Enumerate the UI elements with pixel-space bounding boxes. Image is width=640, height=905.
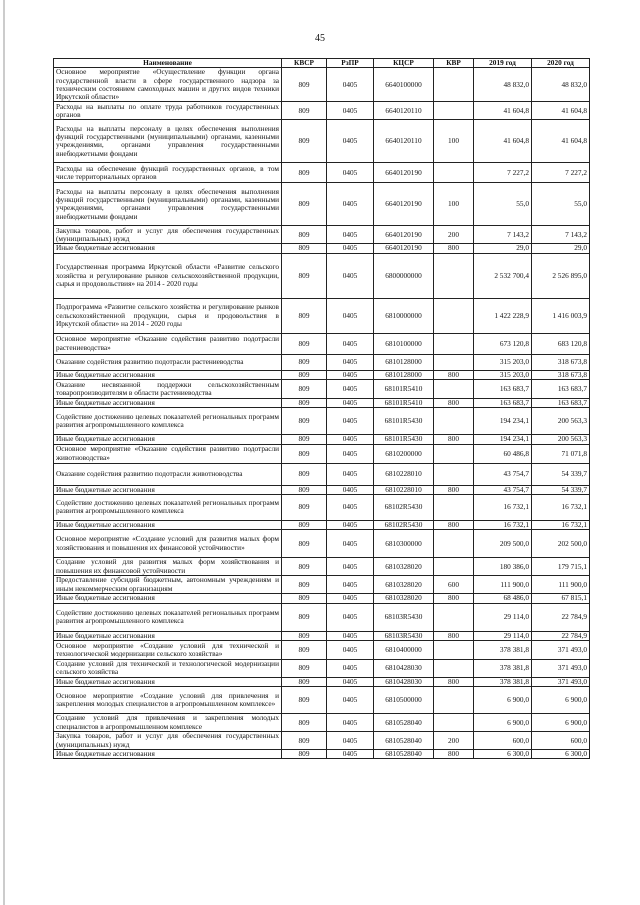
cell-2019: 16 732,1 [474,494,532,520]
cell-kvr [434,380,474,399]
cell-rzpr: 0405 [327,659,374,677]
cell-rzpr: 0405 [327,687,374,714]
cell-2019: 29 114,0 [474,603,532,631]
table-row [54,68,590,102]
cell-kvr [434,603,474,631]
table-row [54,399,590,408]
cell-kcsr: 68102R5430 [374,494,434,520]
cell-2019: 16 732,1 [474,520,532,529]
cell-kcsr: 6640120110 [374,120,434,163]
cell-kvr [434,687,474,714]
cell-kvr [434,163,474,183]
cell-kvsr: 809 [282,631,327,640]
cell-2019: 209 500,0 [474,530,532,558]
cell-rzpr: 0405 [327,102,374,120]
cell-2019: 194 234,1 [474,408,532,435]
cell-2020: 7 143,2 [532,226,590,244]
cell-name: Иные бюджетные ассигнования [54,244,282,253]
cell-kvr [434,714,474,732]
cell-kvsr: 809 [282,494,327,520]
cell-kvsr: 809 [282,68,327,102]
cell-2019: 6 300,0 [474,750,532,759]
table-row [54,102,590,120]
cell-name: Иные бюджетные ассигнования [54,520,282,529]
cell-rzpr: 0405 [327,463,374,485]
cell-name: Иные бюджетные ассигнования [54,399,282,408]
cell-rzpr: 0405 [327,485,374,494]
cell-rzpr: 0405 [327,677,374,686]
header-kvr: КВР [434,59,474,68]
cell-kvr: 600 [434,576,474,594]
cell-2020: 163 683,7 [532,399,590,408]
cell-kcsr: 68102R5430 [374,520,434,529]
cell-name: Расходы на выплаты персоналу в целях обеспечения выполнения функций государственными (муниципальными) органами, казенными учреждениями, органами управления государственными внебюджетными фондами [54,183,282,226]
cell-kvsr: 809 [282,520,327,529]
cell-kvr: 200 [434,226,474,244]
cell-name: Расходы на выплаты по оплате труда работников государственных органов [54,102,282,120]
table-body [54,68,590,759]
cell-kvr [434,444,474,463]
cell-kvr [434,640,474,659]
cell-2019: 41 604,8 [474,120,532,163]
cell-kvr: 800 [434,244,474,253]
cell-2020: 318 673,8 [532,370,590,379]
cell-2019: 315 203,0 [474,370,532,379]
cell-rzpr: 0405 [327,244,374,253]
cell-kvsr: 809 [282,640,327,659]
cell-rzpr: 0405 [327,380,374,399]
cell-2019: 180 386,0 [474,558,532,576]
cell-2019: 6 900,0 [474,687,532,714]
cell-kcsr: 6810228010 [374,485,434,494]
cell-2019: 315 203,0 [474,354,532,370]
cell-2019: 29,0 [474,244,532,253]
cell-kcsr: 6810128000 [374,354,434,370]
cell-name: Иные бюджетные ассигнования [54,750,282,759]
cell-kcsr: 68101R5410 [374,380,434,399]
cell-name: Основное мероприятие «Осуществление функции органа государственной власти в сфере государственного надзора за техническим состоянием самоходных машин и других видов техники Иркутской области» [54,68,282,102]
table-row [54,298,590,333]
cell-2020: 29,0 [532,244,590,253]
cell-rzpr: 0405 [327,732,374,750]
cell-2020: 6 900,0 [532,687,590,714]
scan-margin [3,0,5,905]
cell-2020: 6 900,0 [532,714,590,732]
cell-kcsr: 6810528040 [374,732,434,750]
table-row [54,463,590,485]
cell-rzpr: 0405 [327,603,374,631]
cell-kvsr: 809 [282,659,327,677]
cell-name: Основное мероприятие «Создание условий для технической и технологической модернизации сельского хозяйства» [54,640,282,659]
cell-name: Основное мероприятие «Оказание содействия развитию подотрасли растениеводства» [54,333,282,354]
cell-kvr: 800 [434,399,474,408]
table-row [54,244,590,253]
cell-rzpr: 0405 [327,354,374,370]
cell-2020: 200 563,3 [532,408,590,435]
cell-kvsr: 809 [282,183,327,226]
table-row [54,485,590,494]
cell-kcsr: 68101R5410 [374,399,434,408]
cell-2019: 1 422 228,9 [474,298,532,333]
table-row [54,520,590,529]
cell-name: Оказание несвязанной поддержки сельскохозяйственным товаропроизводителям в области растениеводства [54,380,282,399]
cell-kvsr: 809 [282,333,327,354]
cell-kvsr: 809 [282,226,327,244]
table-row [54,631,590,640]
cell-2020: 202 500,0 [532,530,590,558]
cell-rzpr: 0405 [327,298,374,333]
cell-name: Иные бюджетные ассигнования [54,677,282,686]
cell-kvsr: 809 [282,687,327,714]
table-row [54,576,590,594]
cell-2020: 600,0 [532,732,590,750]
cell-kvsr: 809 [282,603,327,631]
cell-kvr: 800 [434,750,474,759]
cell-2020: 41 604,8 [532,120,590,163]
header-2019: 2019 год [474,59,532,68]
cell-kcsr: 6810200000 [374,444,434,463]
table-row [54,714,590,732]
cell-2019: 7 143,2 [474,226,532,244]
table-row [54,594,590,603]
cell-2019: 163 683,7 [474,380,532,399]
table-row [54,380,590,399]
cell-name: Расходы на обеспечение функций государственных органов, в том числе территориальных органов [54,163,282,183]
cell-rzpr: 0405 [327,714,374,732]
cell-rzpr: 0405 [327,520,374,529]
cell-kcsr: 6810400000 [374,640,434,659]
cell-2020: 71 071,8 [532,444,590,463]
cell-rzpr: 0405 [327,640,374,659]
cell-kvr [434,463,474,485]
cell-2019: 194 234,1 [474,435,532,444]
cell-kvr: 800 [434,520,474,529]
cell-kvsr: 809 [282,677,327,686]
table-row [54,444,590,463]
table-row [54,732,590,750]
cell-2020: 54 339,7 [532,485,590,494]
cell-kcsr: 6640100000 [374,68,434,102]
table-row [54,558,590,576]
cell-kcsr: 6640120190 [374,163,434,183]
cell-kcsr: 6640120110 [374,102,434,120]
cell-kcsr: 6810528040 [374,714,434,732]
table-row [54,163,590,183]
cell-2020: 16 732,1 [532,520,590,529]
cell-kvsr: 809 [282,463,327,485]
table-row [54,530,590,558]
table-row [54,253,590,298]
table-row [54,408,590,435]
cell-kvr [434,530,474,558]
header-kcsr: КЦСР [374,59,434,68]
cell-kvr: 800 [434,631,474,640]
cell-kvsr: 809 [282,530,327,558]
cell-kvsr: 809 [282,354,327,370]
cell-rzpr: 0405 [327,183,374,226]
cell-kvsr: 809 [282,253,327,298]
cell-rzpr: 0405 [327,120,374,163]
cell-2020: 2 526 895,0 [532,253,590,298]
cell-rzpr: 0405 [327,750,374,759]
cell-name: Создание условий для развития малых форм хозяйствования и повышения их финансовой устойчивости [54,558,282,576]
cell-rzpr: 0405 [327,333,374,354]
cell-rzpr: 0405 [327,253,374,298]
cell-kvsr: 809 [282,732,327,750]
cell-name: Подпрограмма «Развитие сельского хозяйства и регулирование рынков сельскохозяйственной продукции, сырья и продовольствия в Иркутской области» на 2014 - 2020 годы [54,298,282,333]
cell-rzpr: 0405 [327,444,374,463]
cell-kvr: 100 [434,120,474,163]
cell-kvr [434,102,474,120]
cell-2020: 683 120,8 [532,333,590,354]
cell-rzpr: 0405 [327,494,374,520]
cell-kvr: 100 [434,183,474,226]
cell-2019: 600,0 [474,732,532,750]
cell-kvsr: 809 [282,594,327,603]
cell-2020: 371 493,0 [532,659,590,677]
cell-rzpr: 0405 [327,631,374,640]
table-row [54,640,590,659]
cell-2020: 179 715,1 [532,558,590,576]
cell-2020: 67 815,1 [532,594,590,603]
cell-2019: 163 683,7 [474,399,532,408]
cell-name: Основное мероприятие «Создание условий для развития малых форм хозяйствования и повышения их финансовой устойчивости» [54,530,282,558]
cell-kcsr: 6640120190 [374,244,434,253]
cell-name: Иные бюджетные ассигнования [54,594,282,603]
cell-name: Создание условий для технической и технологической модернизации сельского хозяйства [54,659,282,677]
cell-2019: 7 227,2 [474,163,532,183]
cell-rzpr: 0405 [327,68,374,102]
cell-kcsr: 6800000000 [374,253,434,298]
cell-rzpr: 0405 [327,576,374,594]
cell-kvr: 200 [434,732,474,750]
cell-kcsr: 6810128000 [374,370,434,379]
cell-name: Содействие достижению целевых показателей региональных программ развития агропромышленного комплекса [54,494,282,520]
cell-kvr: 800 [434,485,474,494]
cell-rzpr: 0405 [327,163,374,183]
cell-kcsr: 6810428030 [374,677,434,686]
cell-2020: 371 493,0 [532,640,590,659]
page-number: 45 [315,33,325,44]
cell-name: Основное мероприятие «Создание условий для привлечения и закрепления молодых специалистов в агропромышленном комплексе» [54,687,282,714]
cell-kcsr: 6810328020 [374,558,434,576]
cell-name: Закупка товаров, работ и услуг для обеспечения государственных (муниципальных) нужд [54,226,282,244]
table-row [54,183,590,226]
cell-2020: 1 416 003,9 [532,298,590,333]
cell-2019: 378 381,8 [474,677,532,686]
cell-name: Оказание содействия развитию подотрасли растениеводства [54,354,282,370]
cell-name: Содействие достижению целевых показателей региональных программ развития агропромышленного комплекса [54,408,282,435]
cell-kvsr: 809 [282,380,327,399]
cell-kvr [434,659,474,677]
cell-rzpr: 0405 [327,558,374,576]
cell-2020: 22 784,9 [532,631,590,640]
cell-kvr: 800 [434,370,474,379]
table-row [54,659,590,677]
cell-2020: 200 563,3 [532,435,590,444]
cell-kvr [434,354,474,370]
cell-name: Иные бюджетные ассигнования [54,370,282,379]
cell-name: Оказание содействия развитию подотрасли животноводства [54,463,282,485]
cell-kcsr: 68103R5430 [374,603,434,631]
table-row [54,603,590,631]
cell-kcsr: 68101R5430 [374,408,434,435]
table-row [54,687,590,714]
cell-kvsr: 809 [282,244,327,253]
cell-kcsr: 6810328020 [374,576,434,594]
cell-name: Основное мероприятие «Оказание содействия развитию подотрасли животноводства» [54,444,282,463]
cell-2019: 43 754,7 [474,463,532,485]
cell-2019: 68 486,0 [474,594,532,603]
cell-kvsr: 809 [282,576,327,594]
cell-kvr [434,494,474,520]
cell-kcsr: 6640120190 [374,226,434,244]
table-row [54,354,590,370]
cell-kvr [434,68,474,102]
cell-kcsr: 6640120190 [374,183,434,226]
cell-rzpr: 0405 [327,370,374,379]
cell-kcsr: 6810228010 [374,463,434,485]
cell-2020: 48 832,0 [532,68,590,102]
cell-2019: 378 381,8 [474,640,532,659]
cell-2020: 16 732,1 [532,494,590,520]
cell-2019: 43 754,7 [474,485,532,494]
cell-name: Содействие достижению целевых показателей региональных программ развития агропромышленного комплекса [54,603,282,631]
cell-name: Государственная программа Иркутской области «Развитие сельского хозяйства и регулирование рынков сельскохозяйственной продукции, сырья и продовольствия» на 2014 - 2020 годы [54,253,282,298]
cell-kcsr: 6810500000 [374,687,434,714]
cell-kvr: 800 [434,435,474,444]
table-row [54,333,590,354]
budget-table [53,58,590,759]
header-name: Наименование [54,59,282,68]
cell-rzpr: 0405 [327,399,374,408]
table-row [54,494,590,520]
cell-kvr [434,558,474,576]
cell-kcsr: 6810428030 [374,659,434,677]
cell-kcsr: 6810300000 [374,530,434,558]
cell-2019: 378 381,8 [474,659,532,677]
cell-2020: 54 339,7 [532,463,590,485]
cell-kvr [434,253,474,298]
cell-2019: 673 120,8 [474,333,532,354]
cell-kvsr: 809 [282,485,327,494]
cell-2019: 6 900,0 [474,714,532,732]
cell-2020: 371 493,0 [532,677,590,686]
cell-kcsr: 68103R5430 [374,631,434,640]
cell-rzpr: 0405 [327,594,374,603]
cell-2020: 111 900,0 [532,576,590,594]
cell-2019: 60 486,8 [474,444,532,463]
cell-kvsr: 809 [282,558,327,576]
cell-kvsr: 809 [282,298,327,333]
cell-kvsr: 809 [282,714,327,732]
cell-rzpr: 0405 [327,226,374,244]
cell-kvsr: 809 [282,370,327,379]
cell-2019: 55,0 [474,183,532,226]
cell-name: Расходы на выплаты персоналу в целях обеспечения выполнения функций государственными (муниципальными) органами, казенными учреждениями, органами управления государственными внебюджетными фондами [54,120,282,163]
cell-2020: 318 673,8 [532,354,590,370]
cell-2019: 48 832,0 [474,68,532,102]
cell-kcsr: 6810528040 [374,750,434,759]
table-row [54,435,590,444]
table-row [54,120,590,163]
cell-kvsr: 809 [282,399,327,408]
cell-kvr: 800 [434,594,474,603]
cell-kvsr: 809 [282,750,327,759]
table-row [54,226,590,244]
cell-kvr [434,333,474,354]
cell-name: Иные бюджетные ассигнования [54,435,282,444]
cell-rzpr: 0405 [327,435,374,444]
cell-2020: 6 300,0 [532,750,590,759]
header-2020: 2020 год [532,59,590,68]
cell-2020: 163 683,7 [532,380,590,399]
header-kvsr: КВСР [282,59,327,68]
table-row [54,370,590,379]
cell-kcsr: 6810100000 [374,333,434,354]
cell-kcsr: 6810000000 [374,298,434,333]
cell-rzpr: 0405 [327,408,374,435]
cell-2019: 29 114,0 [474,631,532,640]
cell-kvsr: 809 [282,102,327,120]
cell-kcsr: 6810328020 [374,594,434,603]
cell-kvsr: 809 [282,435,327,444]
cell-kvr [434,408,474,435]
cell-kvsr: 809 [282,408,327,435]
cell-name: Закупка товаров, работ и услуг для обеспечения государственных (муниципальных) нужд [54,732,282,750]
cell-2020: 41 604,8 [532,102,590,120]
cell-2019: 111 900,0 [474,576,532,594]
cell-name: Создание условий для привлечения и закрепления молодых специалистов в агропромышленном комплексе [54,714,282,732]
cell-2020: 22 784,9 [532,603,590,631]
cell-kcsr: 68101R5430 [374,435,434,444]
cell-name: Предоставление субсидий бюджетным, автономным учреждениям и иным некоммерческим организациям [54,576,282,594]
cell-name: Иные бюджетные ассигнования [54,631,282,640]
cell-2019: 41 604,8 [474,102,532,120]
header-rzpr: РзПР [327,59,374,68]
table-row [54,750,590,759]
table-row [54,677,590,686]
cell-name: Иные бюджетные ассигнования [54,485,282,494]
cell-kvsr: 809 [282,120,327,163]
cell-kvr [434,298,474,333]
cell-kvsr: 809 [282,444,327,463]
cell-2019: 2 532 700,4 [474,253,532,298]
cell-2020: 7 227,2 [532,163,590,183]
cell-kvr: 800 [434,677,474,686]
cell-rzpr: 0405 [327,530,374,558]
cell-2020: 55,0 [532,183,590,226]
cell-kvsr: 809 [282,163,327,183]
